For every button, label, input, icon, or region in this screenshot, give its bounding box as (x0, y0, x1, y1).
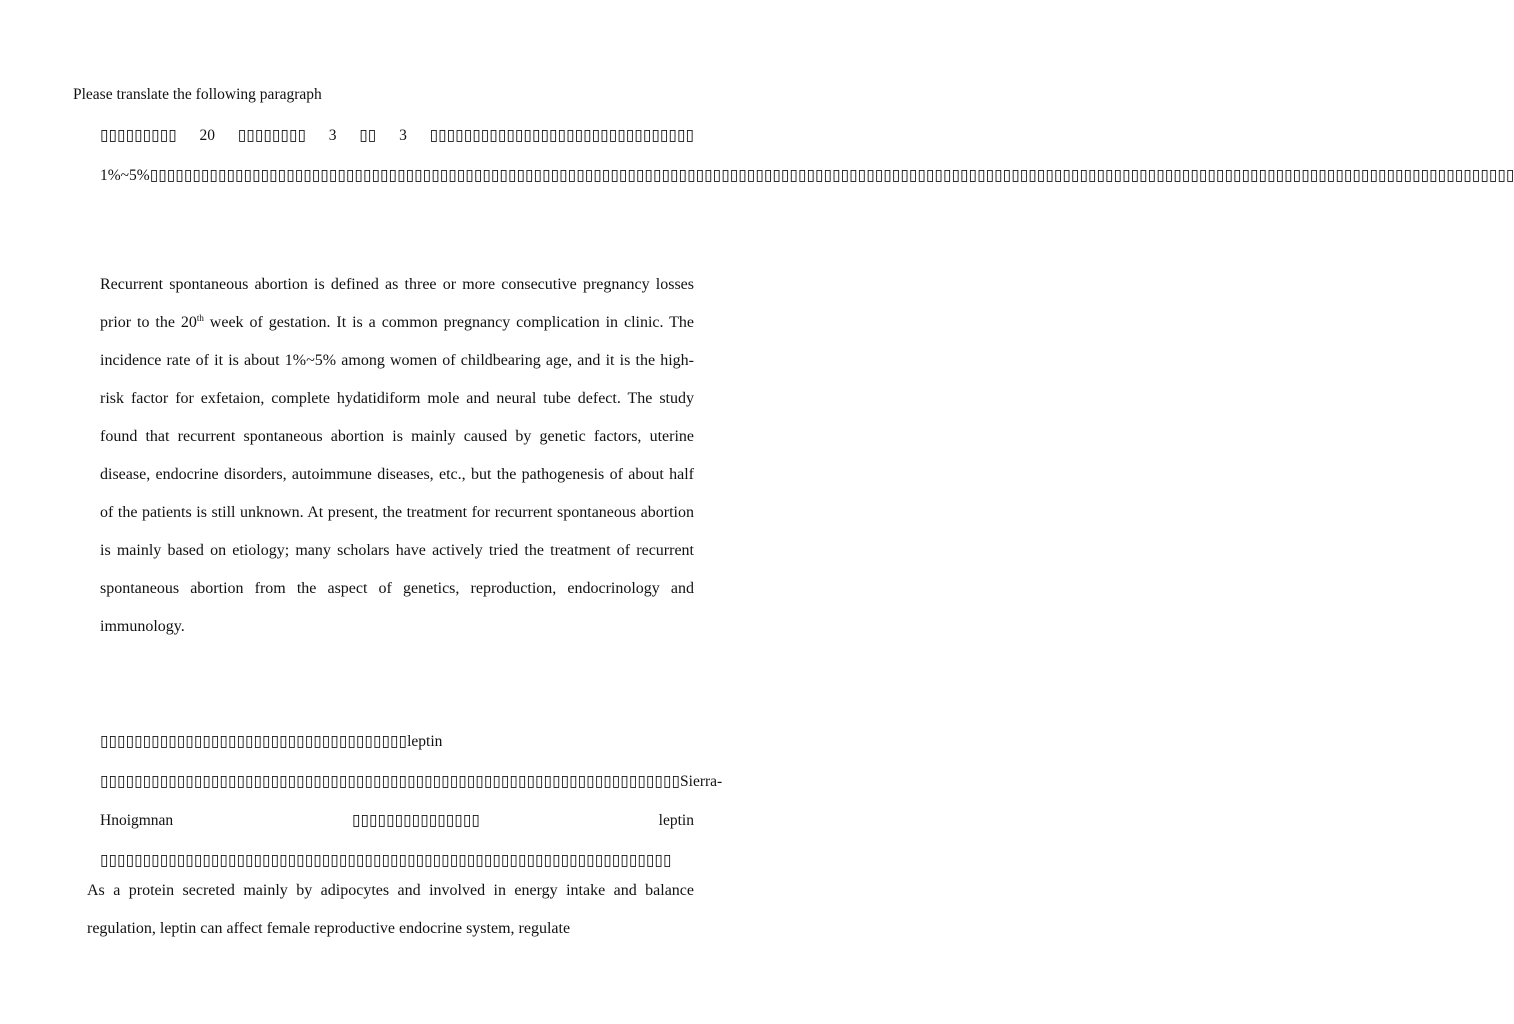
english-paragraph-2 (87, 872, 694, 948)
instruction-line: Please translate the following paragraph (73, 86, 322, 103)
chinese-paragraph-2 (100, 722, 723, 879)
en-text: As a protein secreted mainly by adipocytes and involved in energy intake and balance regulation, leptin can affect female reproductive endocrine system, regulate (87, 882, 694, 937)
cn-text: ▯▯▯▯▯▯▯▯▯▯▯▯▯▯▯▯▯▯▯▯▯▯▯▯▯▯▯▯▯▯▯▯▯▯▯▯▯▯▯▯▯▯▯▯▯▯▯▯▯▯▯▯▯▯▯▯▯▯▯▯▯▯▯▯▯▯▯ (100, 850, 672, 869)
cn-text: ▯▯▯▯▯▯▯▯▯ (100, 126, 177, 144)
cn-text: ▯▯▯▯▯▯▯▯▯▯▯▯▯▯▯ (351, 811, 480, 829)
cn-text: ▯▯▯▯▯▯▯▯▯▯▯▯▯▯▯▯▯▯▯▯▯▯▯▯▯▯▯▯▯▯▯▯▯▯▯▯▯▯▯▯▯▯▯▯▯▯▯▯▯▯▯▯▯▯▯▯▯▯▯▯▯▯▯▯▯▯▯▯▯▯▯▯▯▯▯▯▯▯▯▯▯▯▯▯▯▯▯▯▯▯▯▯▯▯▯▯▯▯▯▯▯▯▯▯▯▯▯▯▯▯▯▯▯▯▯▯▯▯▯▯▯▯▯▯▯▯▯▯▯▯▯▯▯▯▯▯▯▯▯▯▯▯▯▯▯▯▯▯▯▯▯▯▯▯▯▯▯▯▯▯ (149, 165, 1514, 184)
en-text: week of gestation. It is a common pregnancy complication in clinic. The incidence rate of it is about 1%~5% among women of childbearing age, and it is the high-risk factor for exfetaion, complete hydatidiform mole and neural tube defect. The study found that recurrent spontaneous abortion is mainly caused by genetic factors, uterine disease, endocrine disorders, autoimmune diseases, etc., but the pathogenesis of about half of the patients is still unknown. At present, the treatment for recurrent spontaneous abortion is mainly based on etiology; many scholars have actively tried the treatment of recurrent spontaneous abortion from the aspect of genetics, reproduction, endocrinology and immunology. (100, 314, 695, 635)
cn-text: ▯▯▯▯▯▯▯▯▯▯▯▯▯▯▯▯▯▯▯▯▯▯▯▯▯▯▯▯▯▯▯ (429, 126, 695, 144)
cn-text: ▯▯ (359, 126, 377, 144)
cn-number-3: 3 (399, 127, 407, 144)
chinese-paragraph-1 (100, 116, 1514, 195)
cn-author-name: Sierra-Hnoigmnan (100, 772, 723, 829)
ordinal-superscript: th (196, 313, 204, 323)
cn-number-3: 3 (328, 127, 337, 144)
cn-rate: 1%~5% (100, 166, 150, 184)
en-text: Recurrent spontaneous abortion is defined as three or more consecutive pregnancy losses prior to the 20 (100, 276, 694, 331)
cn-number-20: 20 (199, 127, 216, 144)
cn-text: ▯▯▯▯▯▯▯▯▯▯▯▯▯▯▯▯▯▯▯▯▯▯▯▯▯▯▯▯▯▯▯▯▯▯▯▯ (100, 732, 408, 750)
cn-text: ▯▯▯▯▯▯▯▯▯▯▯▯▯▯▯▯▯▯▯▯▯▯▯▯▯▯▯▯▯▯▯▯▯▯▯▯▯▯▯▯▯▯▯▯▯▯▯▯▯▯▯▯▯▯▯▯▯▯▯▯▯▯▯▯▯▯▯▯ (100, 771, 681, 790)
cn-term-leptin: leptin (407, 733, 443, 750)
cn-term-leptin: leptin (658, 812, 694, 829)
cn-text: ▯▯▯▯▯▯▯▯ (237, 126, 307, 144)
english-paragraph-1 (100, 266, 694, 646)
